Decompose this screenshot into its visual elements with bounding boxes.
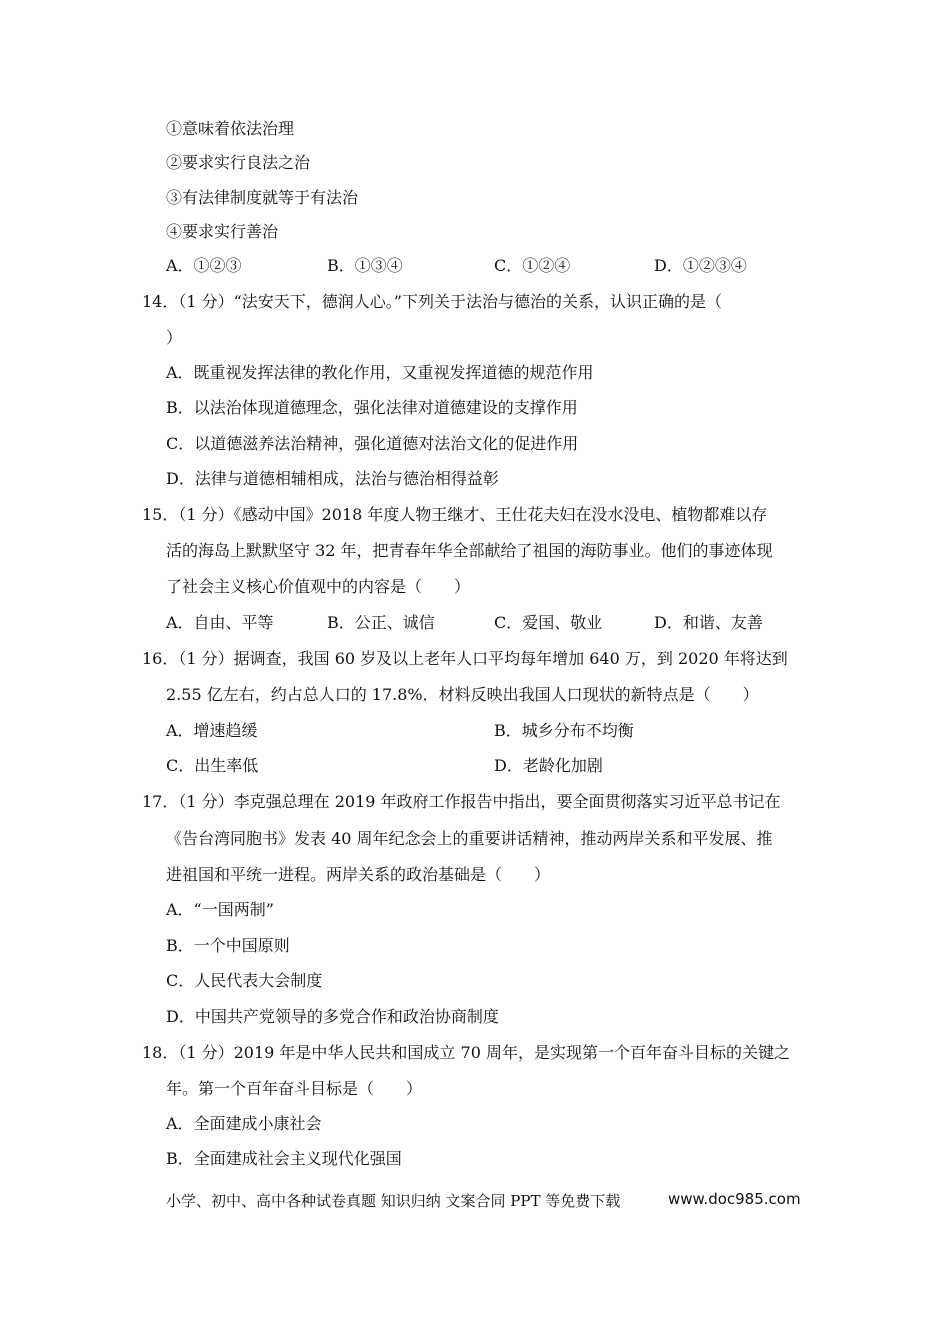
q15-stem-line1: 15．（1 分）《感动中国》2018 年度人物王继才、王仕花夫妇在没水没电、植物都难以存 — [142, 505, 768, 524]
q17-stem-line1: 17．（1 分）李克强总理在 2019 年政府工作报告中指出，要全面贯彻落实习近平总书记在 — [142, 792, 781, 811]
q18-option-b[interactable]: B．全面建成社会主义现代化强国 — [166, 1149, 402, 1168]
q16-stem-line1: 16．（1 分）据调查，我国 60 岁及以上老年人口平均每年增加 640 万，到 2020 年将达到 — [142, 649, 788, 668]
q13-option-d[interactable]: D．①②③④ — [654, 256, 747, 275]
q14-option-c[interactable]: C．以道德滋养法治精神，强化道德对法治文化的促进作用 — [166, 434, 579, 453]
q17-option-a[interactable]: A．“一国两制” — [166, 900, 274, 919]
q14-option-a[interactable]: A．既重视发挥法律的教化作用，又重视发挥道德的规范作用 — [166, 363, 594, 382]
q16-option-c[interactable]: C．出生率低 — [166, 756, 259, 775]
q15-option-b[interactable]: B．公正、诚信 — [327, 613, 435, 632]
q16-option-b[interactable]: B．城乡分布不均衡 — [494, 721, 634, 740]
q14-stem-line2: ） — [166, 328, 183, 347]
q13-item-4: ④要求实行善治 — [166, 222, 279, 241]
q15-option-a[interactable]: A．自由、平等 — [166, 613, 274, 632]
footer-text: 小学、初中、高中各种试卷真题 知识归纳 文案合同 PPT 等免费下载 — [166, 1192, 621, 1210]
q17-stem-line2: 《告台湾同胞书》发表 40 周年纪念会上的重要讲话精神，推动两岸关系和平发展、推 — [166, 829, 773, 848]
q15-stem-line3: 了社会主义核心价值观中的内容是（ ） — [166, 577, 471, 596]
q15-stem-line2: 活的海岛上默默坚守 32 年，把青春年华全部献给了祖国的海防事业。他们的事迹体现 — [166, 541, 773, 560]
q17-option-b[interactable]: B．一个中国原则 — [166, 936, 290, 955]
q13-option-a[interactable]: A．①②③ — [166, 256, 242, 275]
q16-stem-line2: 2.55 亿左右，约占总人口的 17.8%．材料反映出我国人口现状的新特点是（ ） — [166, 685, 759, 704]
q14-option-b[interactable]: B．以法治体现道德理念，强化法律对道德建设的支撑作用 — [166, 398, 578, 417]
q17-stem-line3: 进祖国和平统一进程。两岸关系的政治基础是（ ） — [166, 865, 551, 884]
q14-stem-line1: 14．（1 分）“法安天下，德润人心。”下列关于法治与德治的关系，认识正确的是（ — [142, 292, 722, 311]
q16-option-a[interactable]: A．增速趋缓 — [166, 721, 258, 740]
q14-option-d[interactable]: D．法律与道德相辅相成，法治与德治相得益彰 — [166, 469, 499, 488]
q17-option-d[interactable]: D．中国共产党领导的多党合作和政治协商制度 — [166, 1007, 499, 1026]
footer-url[interactable]: www.doc985.com — [668, 1190, 801, 1208]
q13-item-1: ①意味着依法治理 — [166, 119, 295, 138]
q18-option-a[interactable]: A．全面建成小康社会 — [166, 1114, 322, 1133]
q13-item-2: ②要求实行良法之治 — [166, 153, 311, 172]
q15-option-d[interactable]: D．和谐、友善 — [654, 613, 763, 632]
page-footer — [166, 1190, 801, 1211]
q13-option-b[interactable]: B．①③④ — [327, 256, 403, 275]
q13-option-c[interactable]: C．①②④ — [494, 256, 571, 275]
q16-option-d[interactable]: D．老龄化加剧 — [494, 756, 603, 775]
q15-option-c[interactable]: C．爱国、敬业 — [494, 613, 603, 632]
q17-option-c[interactable]: C．人民代表大会制度 — [166, 971, 323, 990]
q13-item-3: ③有法律制度就等于有法治 — [166, 188, 359, 207]
q18-stem-line2: 年。第一个百年奋斗目标是（ ） — [166, 1079, 423, 1098]
q18-stem-line1: 18．（1 分）2019 年是中华人民共和国成立 70 周年，是实现第一个百年奋斗目标的关键之 — [142, 1043, 790, 1062]
